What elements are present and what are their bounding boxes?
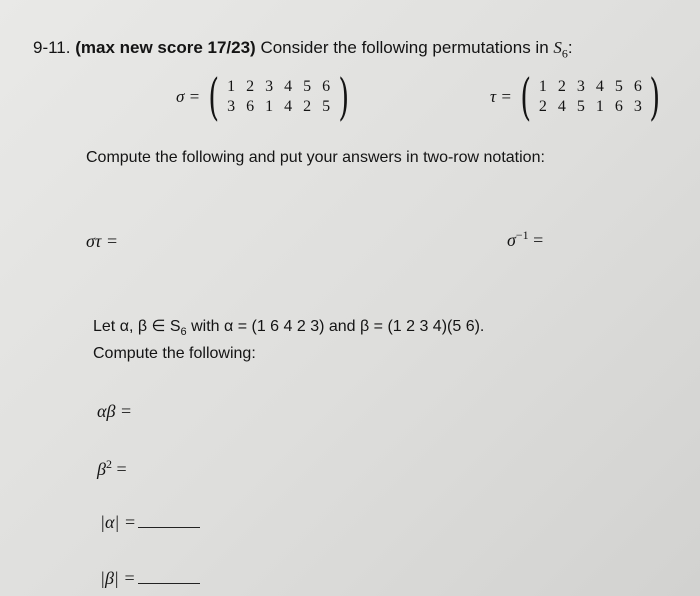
- left-paren: (: [520, 68, 531, 126]
- beta-squared-equals: =: [116, 459, 127, 479]
- tau-top-6: 6: [633, 78, 642, 95]
- alpha-order-prompt: [100, 512, 200, 533]
- sigma-matrix: [222, 78, 336, 116]
- let-text-start: Let α, β ∈ S: [93, 318, 181, 335]
- problem-prompt: Consider the following permutations in: [260, 38, 549, 57]
- tau-top-5: 5: [614, 78, 623, 95]
- tau-bottom-4: 1: [595, 98, 604, 115]
- alpha-order-answer-blank[interactable]: [138, 526, 200, 528]
- sigma-inverse-equals: =: [533, 230, 544, 250]
- group-symbol: S: [553, 38, 562, 57]
- beta-order-answer-blank[interactable]: [138, 582, 200, 584]
- tau-matrix: [533, 78, 647, 116]
- sigma-definition: [176, 68, 353, 126]
- beta-squared-base: β: [97, 459, 106, 479]
- alpha-beta-prompt: αβ =: [97, 401, 133, 421]
- sigma-inverse-base: σ: [507, 230, 516, 250]
- problem-statement: [33, 38, 573, 61]
- prompt-colon: :: [567, 38, 573, 57]
- sigma-inverse-prompt: [507, 228, 543, 251]
- sigma-bottom-3: 1: [265, 98, 274, 115]
- sigma-top-3: 3: [265, 78, 274, 95]
- left-paren: (: [208, 68, 220, 126]
- tau-top-1: 1: [538, 78, 547, 95]
- sigma-bottom-2: 6: [246, 98, 255, 115]
- beta-squared-exponent: 2: [105, 457, 112, 471]
- tau-bottom-3: 5: [576, 98, 585, 115]
- right-paren: ): [338, 68, 349, 126]
- tau-bottom-1: 2: [538, 98, 547, 115]
- sigma-top-4: 4: [284, 78, 293, 95]
- tau-top-2: 2: [557, 78, 566, 95]
- beta-order-label: |β| =: [100, 568, 136, 588]
- beta-squared-prompt: [97, 457, 127, 480]
- right-paren: ): [649, 68, 661, 126]
- sigma-bottom-4: 4: [284, 98, 293, 115]
- sigma-inverse-exponent: −1: [515, 228, 529, 242]
- tau-top-3: 3: [576, 78, 585, 95]
- tau-bottom-5: 6: [614, 98, 623, 115]
- tau-top-4: 4: [595, 78, 604, 95]
- let-statement: [93, 316, 484, 338]
- problem-number: 9-11.: [33, 38, 71, 57]
- tau-label: τ =: [490, 87, 512, 106]
- tau-bottom-6: 3: [633, 98, 642, 115]
- sigma-label: σ =: [176, 87, 201, 106]
- sigma-top-2: 2: [246, 78, 255, 95]
- sigma-top-1: 1: [227, 78, 236, 95]
- instructions: Compute the following and put your answers in two-row notation:: [86, 149, 545, 166]
- group-subscript: 6: [561, 46, 568, 61]
- sigma-top-5: 5: [303, 78, 312, 95]
- let-text-end: with α = (1 6 4 2 3) and β = (1 2 3 4)(5 6).: [186, 318, 485, 335]
- sigma-top-6: 6: [322, 78, 331, 95]
- tau-definition: [490, 68, 665, 126]
- beta-order-prompt: [100, 568, 200, 589]
- sigma-bottom-5: 2: [303, 98, 312, 115]
- score-note: (max new score 17/23): [75, 38, 256, 57]
- alpha-order-label: |α| =: [100, 512, 136, 532]
- sigma-tau-prompt: στ =: [86, 231, 118, 251]
- sigma-bottom-6: 5: [322, 98, 331, 115]
- let-group-subscript: 6: [180, 326, 187, 339]
- sigma-bottom-1: 3: [227, 98, 236, 115]
- tau-bottom-2: 4: [557, 98, 566, 115]
- compute-heading: Compute the following:: [93, 345, 256, 362]
